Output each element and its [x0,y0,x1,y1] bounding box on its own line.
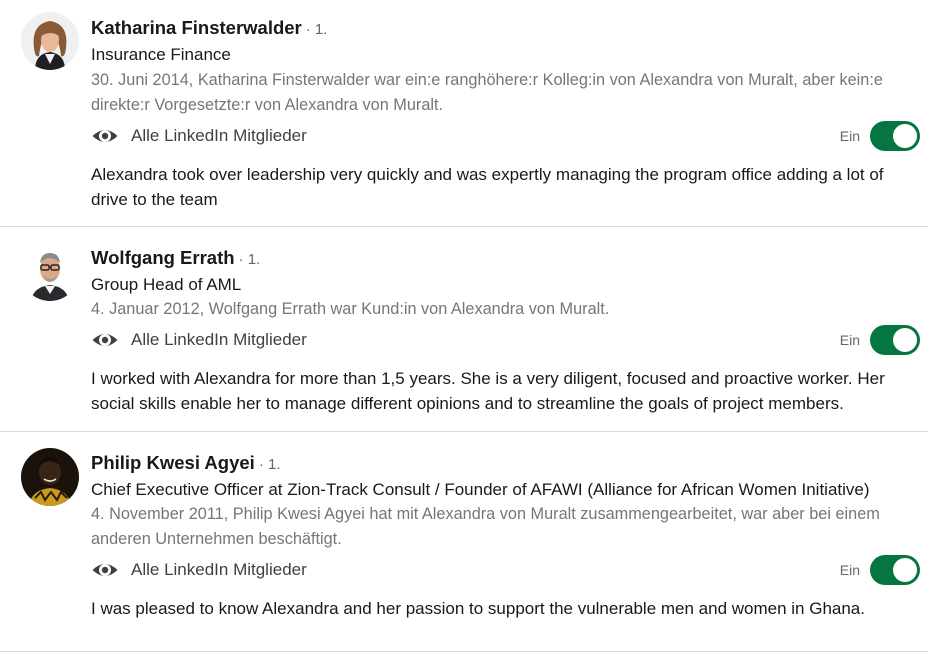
recommendation-text: I was pleased to know Alexandra and her passion to support the vulnerable men and women in Ghana. [91,599,865,618]
toggle-state-label: Ein [839,128,860,144]
recommendation-content [91,451,920,621]
relationship-description: 4. November 2011, Philip Kwesi Agyei hat mit Alexandra von Muralt zusammengearbeitet, war aber bei einem anderen Unternehmen beschäftigt. [91,505,880,548]
recommender-name[interactable]: Philip Kwesi Agyei [91,452,255,473]
recommender-name[interactable]: Katharina Finsterwalder [91,17,302,38]
visibility-toggle[interactable] [870,555,920,585]
eye-icon [91,557,119,583]
connection-degree: · 1. [238,251,261,268]
visibility-row [91,118,920,154]
recommender-headline: Insurance Finance [91,45,231,64]
toggle-state-label: Ein [839,332,860,348]
toggle-state-label: Ein [839,562,860,578]
toggle-knob [893,124,917,148]
recommendation-text: I worked with Alexandra for more than 1,5 years. She is a very diligent, focused and proactive worker. Her social skills enable her to manage different opinions and to streamline the goals of project members. [91,369,885,413]
recommender-headline: Chief Executive Officer at Zion-Track Consult / Founder of AFAWI (Alliance for African Women Initiative) [91,480,870,499]
recommendation-item [0,432,928,652]
recommendation-item [0,0,928,227]
connection-degree: · 1. [305,21,328,38]
relationship-description: 4. Januar 2012, Wolfgang Errath war Kund:in von Alexandra von Muralt. [91,300,610,318]
avatar[interactable] [21,243,79,301]
visibility-toggle[interactable] [870,325,920,355]
avatar[interactable] [21,12,79,70]
eye-icon [91,123,119,149]
visibility-label: Alle LinkedIn Mitglieder [131,330,307,349]
toggle-knob [893,558,917,582]
avatar[interactable] [21,448,79,506]
recommendation-item [0,227,928,432]
visibility-label: Alle LinkedIn Mitglieder [131,560,307,579]
recommender-headline: Group Head of AML [91,275,242,294]
visibility-toggle[interactable] [870,121,920,151]
connection-degree: · 1. [258,456,281,473]
toggle-knob [893,328,917,352]
eye-icon [91,327,119,353]
recommendation-text: Alexandra took over leadership very quickly and was expertly managing the program office adding a lot of drive to the team [91,165,884,209]
relationship-description: 30. Juni 2014, Katharina Finsterwalder war ein:e ranghöhere:r Kolleg:in von Alexandra von Muralt, aber kein:e direkte:r Vorgesetzte:r von Alexandra von Muralt. [91,71,883,114]
visibility-row [91,322,920,358]
visibility-row [91,552,920,588]
visibility-label: Alle LinkedIn Mitglieder [131,126,307,145]
recommendation-content [91,246,920,416]
recommender-name[interactable]: Wolfgang Errath [91,247,235,268]
recommendation-content [91,16,920,212]
